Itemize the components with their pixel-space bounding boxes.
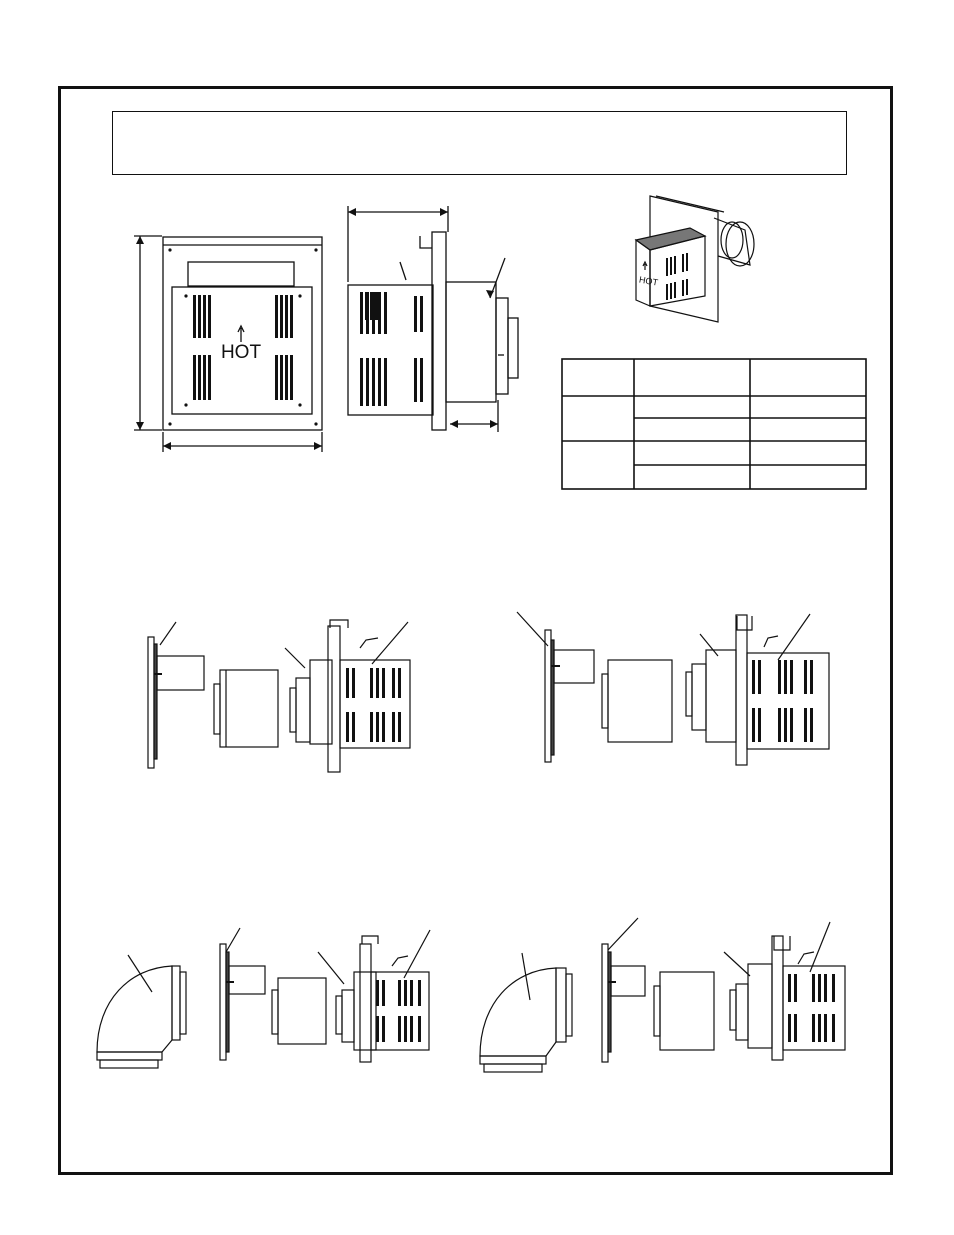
front-top-slot	[188, 262, 294, 286]
assembly-2	[517, 612, 829, 765]
wall-thimble-plate	[148, 637, 154, 768]
vent-elbow	[97, 966, 172, 1052]
hot-arrow-icon	[238, 326, 244, 342]
termination-wall-plate	[328, 626, 340, 772]
vent-pipe-section	[660, 972, 714, 1050]
leader-line	[404, 930, 430, 978]
iso-hot-label: HOT	[638, 274, 659, 288]
leader-line	[285, 648, 305, 668]
leader-line	[700, 634, 718, 656]
leader-line	[810, 922, 830, 972]
leader-line	[724, 952, 750, 976]
leader-line	[318, 952, 344, 984]
spec-table	[562, 359, 866, 489]
arrow-left-icon	[163, 442, 171, 450]
assembly-4	[480, 918, 845, 1072]
termination-wall-plate	[736, 615, 747, 765]
assembly-3	[97, 928, 430, 1068]
leader-line	[798, 952, 814, 964]
isometric-view	[636, 196, 754, 322]
arrow-down-icon	[136, 422, 144, 430]
leader-line	[764, 636, 778, 647]
leader-line	[226, 928, 240, 952]
leader-line	[608, 918, 638, 950]
arrow-up-icon	[136, 236, 144, 244]
vent-elbow	[480, 968, 556, 1056]
termination-wall-plate	[772, 936, 783, 1060]
leader-line	[517, 612, 548, 646]
front-wall-plate	[163, 237, 322, 430]
vent-pipe-section	[220, 670, 278, 747]
leader-line	[400, 262, 406, 280]
wall-thimble-plate	[545, 630, 551, 762]
leader-line	[160, 622, 176, 645]
arrow-right-icon	[314, 442, 322, 450]
wall-thimble-plate	[220, 944, 226, 1060]
leader-line	[360, 638, 378, 648]
side-vent-collar	[446, 282, 496, 402]
vent-pipe-section	[608, 660, 672, 742]
leader-line	[392, 956, 408, 966]
side-view	[348, 206, 518, 432]
termination-wall-plate	[360, 944, 371, 1062]
assembly-1	[148, 620, 410, 772]
wall-thimble-plate	[602, 944, 608, 1062]
hot-label: HOT	[220, 342, 262, 363]
side-wall-plate	[432, 232, 446, 430]
vent-pipe-section	[278, 978, 326, 1044]
leader-line	[372, 622, 408, 664]
